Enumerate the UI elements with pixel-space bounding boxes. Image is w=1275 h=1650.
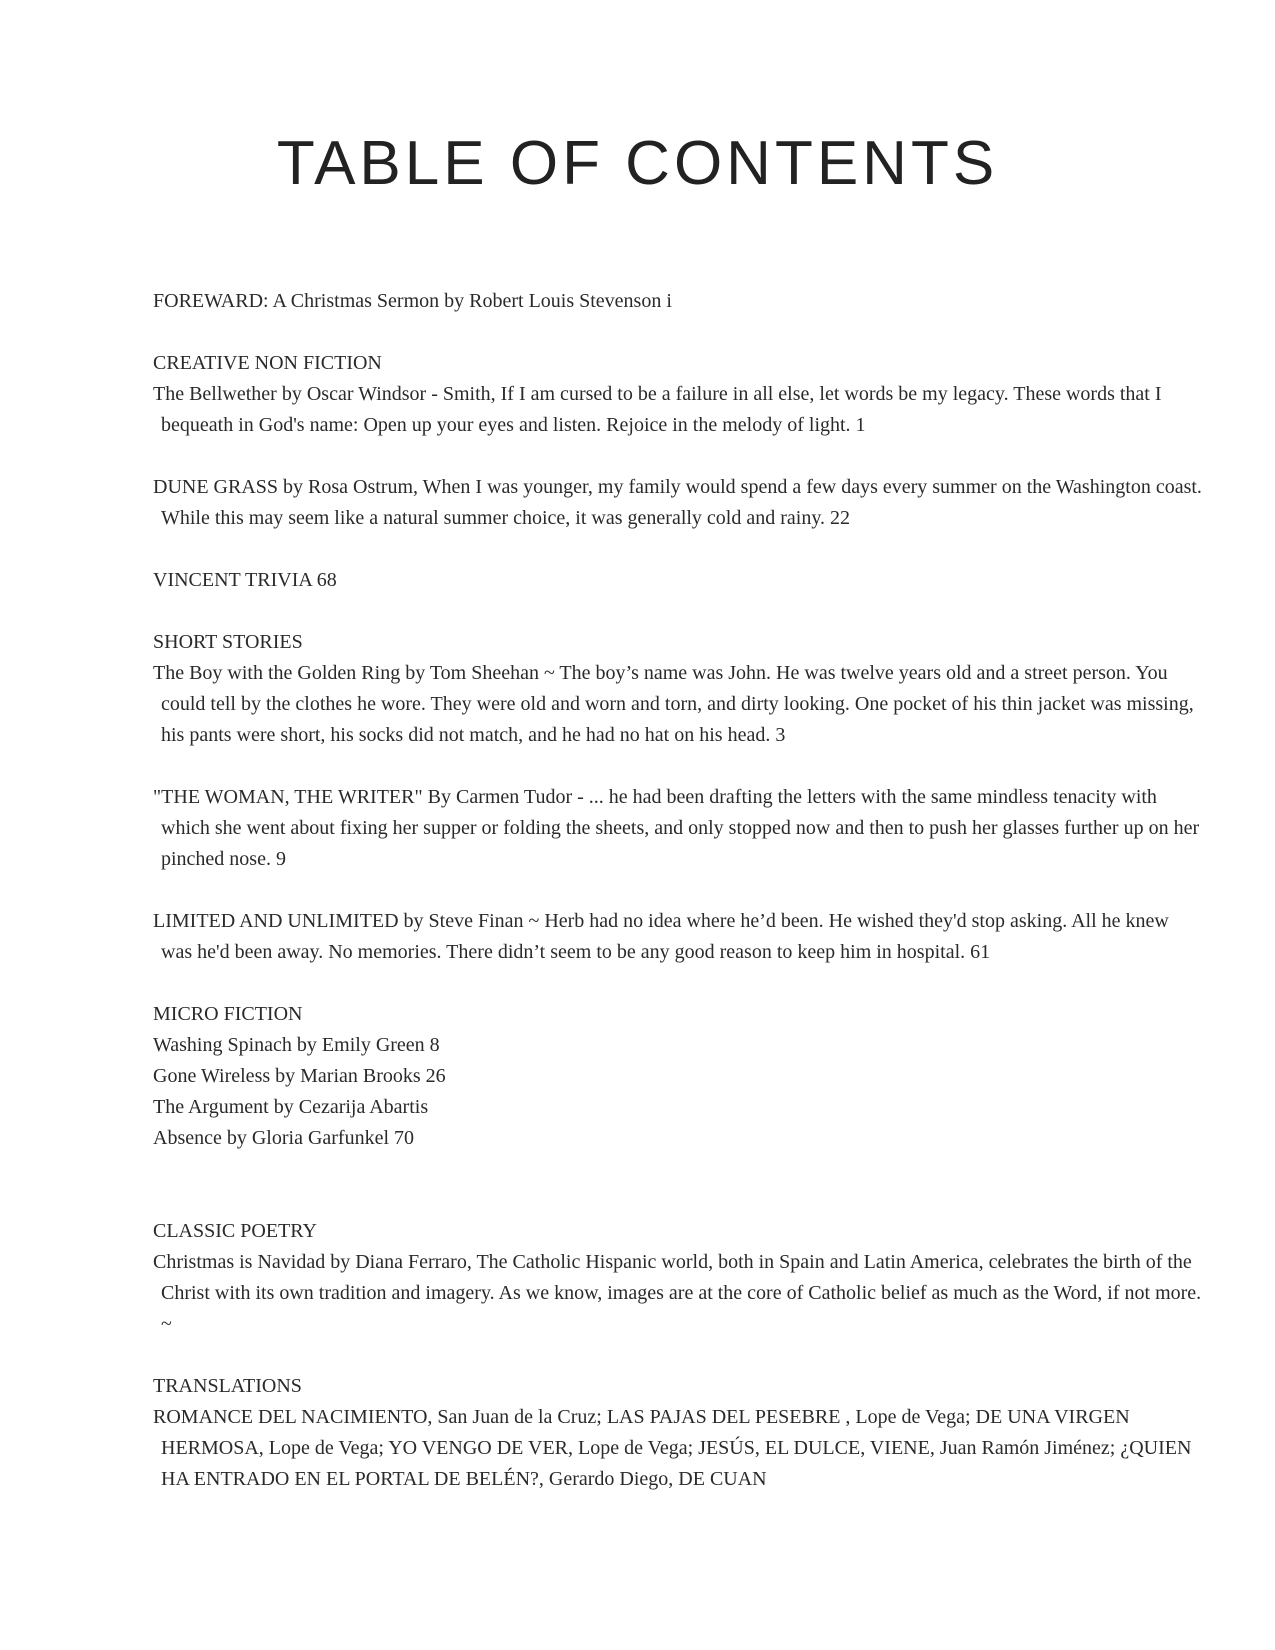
foreword-entry: FOREWARD: A Christmas Sermon by Robert Louis Stevenson i xyxy=(153,290,672,312)
toc-entry: Gone Wireless by Marian Brooks 26 xyxy=(153,1065,446,1087)
toc-entry: The Bellwether by Oscar Windsor - Smith, If I am cursed to be a failure in all else, let words be my legacy. These words that I bequeath in God's name: Open up your eyes and listen. Rejoice in the melody of light. 1 xyxy=(153,383,1162,436)
toc-entry: The Argument by Cezarija Abartis xyxy=(153,1096,429,1118)
page-title: TABLE OF CONTENTS xyxy=(276,129,999,198)
toc-entry: Absence by Gloria Garfunkel 70 xyxy=(153,1127,415,1149)
toc-entry: Christmas is Navidad by Diana Ferraro, The Catholic Hispanic world, both in Spain and Latin America, celebrates the birth of the Christ with its own tradition and imagery. As we know, images are at the core of Catholic belief as much as the Word, if not more. ~ xyxy=(153,1251,1202,1335)
table-of-contents xyxy=(153,286,1203,1495)
toc-entry: LIMITED AND UNLIMITED by Steve Finan ~ Herb had no idea where he’d been. He wished they'd stop asking. All he knew was he'd been away. No memories. There didn’t seem to be any good reason to keep him in hospital. 61 xyxy=(153,910,1169,963)
toc-entry: "THE WOMAN, THE WRITER" By Carmen Tudor - ... he had been drafting the letters with the same mindless tenacity with which she went about fixing her supper or folding the sheets, and only stopped now and then to push her glasses further up on her pinched nose. 9 xyxy=(153,786,1200,870)
section-heading-short-stories: SHORT STORIES xyxy=(153,631,303,653)
vincent-trivia-entry: VINCENT TRIVIA 68 xyxy=(153,569,337,591)
toc-entry: ROMANCE DEL NACIMIENTO, San Juan de la Cruz; LAS PAJAS DEL PESEBRE , Lope de Vega; DE UNA VIRGEN HERMOSA, Lope de Vega; YO VENGO DE VER, Lope de Vega; JESÚS, EL DULCE, VIENE, Juan Ramón Jiménez; ¿QUIEN HA ENTRADO EN EL PORTAL DE BELÉN?, Gerardo Diego, DE CUAN xyxy=(153,1406,1192,1490)
toc-entry: The Boy with the Golden Ring by Tom Sheehan ~ The boy’s name was John. He was twelve years old and a street person. You could tell by the clothes he wore. They were old and worn and torn, and dirty looking. One pocket of his thin jacket was missing, his pants were short, his socks did not match, and he had no hat on his head. 3 xyxy=(153,662,1194,746)
section-heading-creative-non-fiction: CREATIVE NON FICTION xyxy=(153,352,382,374)
section-heading-classic-poetry: CLASSIC POETRY xyxy=(153,1220,317,1242)
section-heading-micro-fiction: MICRO FICTION xyxy=(153,1003,303,1025)
toc-entry: Washing Spinach by Emily Green 8 xyxy=(153,1034,440,1056)
toc-entry: DUNE GRASS by Rosa Ostrum, When I was younger, my family would spend a few days every summer on the Washington coast. While this may seem like a natural summer choice, it was generally cold and rainy. 22 xyxy=(153,476,1202,529)
section-heading-translations: TRANSLATIONS xyxy=(153,1375,302,1397)
